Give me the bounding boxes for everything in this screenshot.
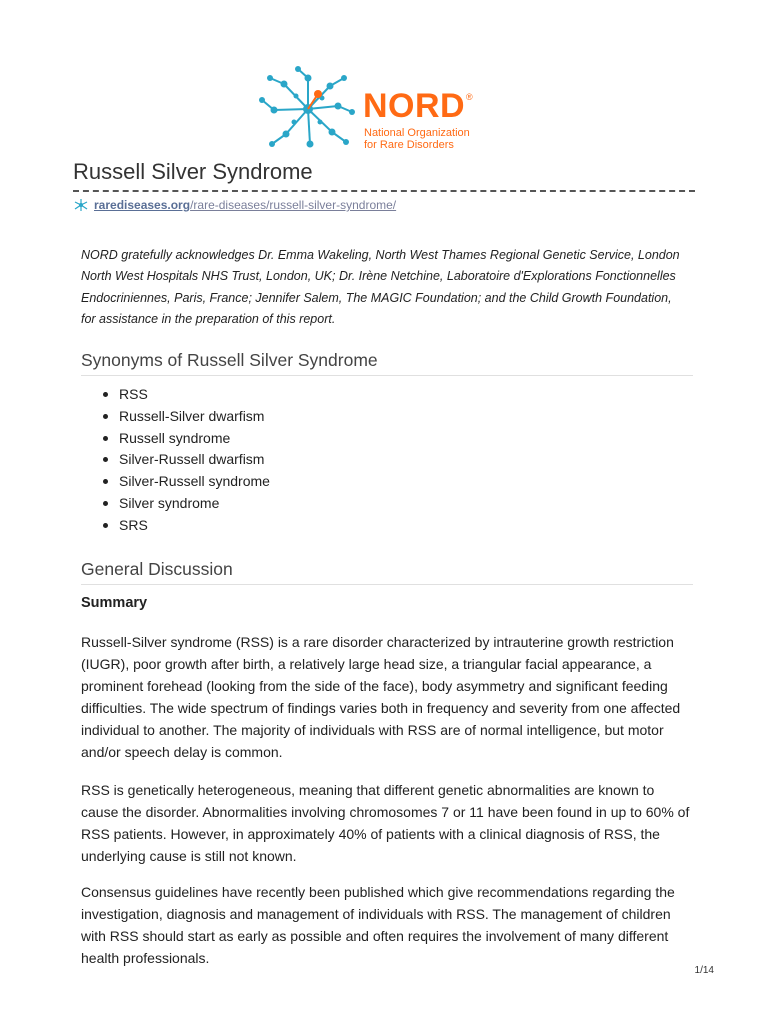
list-item: RSS <box>81 384 270 406</box>
list-item: Russell-Silver dwarfism <box>81 406 270 428</box>
general-discussion-heading: General Discussion <box>81 559 233 579</box>
logo-subtitle-line1: National Organization <box>364 127 470 139</box>
page-number: 1/14 <box>694 965 714 976</box>
synonyms-list <box>81 384 270 537</box>
summary-heading: Summary <box>81 595 148 611</box>
summary-paragraph-1: Russell-Silver syndrome (RSS) is a rare disorder characterized by intrauterine growth restriction (IUGR), poor growth after birth, a relatively large head size, a triangular facial appearance, a prominent forehead (looking from the side of the face), body asymmetry and significant feeding difficulties. The wide spectrum of findings varies both in frequency and severity from one affected individual to another. The majority of individuals with RSS are of normal intelligence, but motor and/or speech delay is common. <box>81 634 681 760</box>
list-item: Silver-Russell dwarfism <box>81 449 270 471</box>
nord-molecule-icon <box>258 64 358 154</box>
title-divider <box>73 190 695 192</box>
logo-brand: NORD <box>363 87 466 125</box>
list-item: SRS <box>81 515 270 537</box>
logo-subtitle-line2: for Rare Disorders <box>364 139 454 151</box>
summary-paragraph-3: Consensus guidelines have recently been published which give recommendations regarding the investigation, diagnosis and management of individuals with RSS. The management of children with RSS should start as early as possible and often requires the involvement of many different health professionals. <box>81 884 675 966</box>
url-path-link[interactable]: /rare-diseases/russell-silver-syndrome/ <box>190 198 397 212</box>
acknowledgement-text: NORD gratefully acknowledges Dr. Emma Wakeling, North West Thames Regional Genetic Service, London North West Hospitals NHS Trust, London, UK; Dr. Irène Netchine, Laboratoire d'Explorations Fonctionnelles Endocriniennes, Paris, France; Jennifer Salem, The MAGIC Foundation; and the Child Growth Foundation, for assistance in the preparation of this report. <box>81 248 680 326</box>
general-heading-rule <box>81 584 693 585</box>
url-domain-link[interactable]: rarediseases.org <box>94 198 191 212</box>
nord-logo <box>258 64 488 156</box>
list-item: Silver syndrome <box>81 493 270 515</box>
logo-registered-mark: ® <box>466 92 473 102</box>
list-item: Russell syndrome <box>81 428 270 450</box>
summary-paragraph-2: RSS is genetically heterogeneous, meaning that different genetic abnormalities are known to cause the disorder. Abnormalities involving chromosomes 7 or 11 have been found in up to 60% of RSS patients. However, in approximately 40% of patients with a clinical diagnosis of RSS, the underlying cause is still not known. <box>81 782 690 864</box>
synonyms-heading-rule <box>81 375 693 376</box>
site-favicon-icon <box>73 198 89 212</box>
source-url[interactable] <box>73 198 396 212</box>
list-item: Silver-Russell syndrome <box>81 471 270 493</box>
page-title: Russell Silver Syndrome <box>73 159 313 184</box>
logo-subtitle <box>364 127 470 151</box>
synonyms-heading: Synonyms of Russell Silver Syndrome <box>81 350 378 370</box>
